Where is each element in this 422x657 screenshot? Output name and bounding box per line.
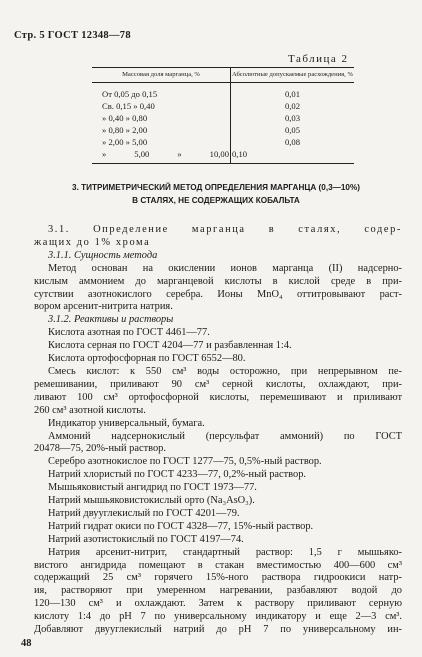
reagent-line: Индикатор универсальный, бумага. xyxy=(48,417,205,429)
clause-3-1-heading: 3.1. Определение марганца в сталях, содер- xyxy=(48,224,402,235)
text-line: кислоту 1:4 до pH 7 по универсальному индикатору и еще 2—3 см³. xyxy=(34,611,402,623)
reagent-line: Натрий гидрат окиси по ГОСТ 4328—77, 15%-ный раствор. xyxy=(48,520,314,532)
table-cell-value: 0,08 xyxy=(284,137,301,147)
text-line: Аммоний надсернокислый (персульфат аммоний) по ГОСТ xyxy=(48,430,402,442)
body-text xyxy=(34,224,402,637)
table-cell-value: 0,10 xyxy=(231,148,355,164)
text-line: вором арсенит-нитрита натрия. xyxy=(34,301,173,313)
clause-3-1-1-heading: 3.1.1. Сущность метода xyxy=(48,249,158,261)
clause-3-1-2-heading: 3.1.2. Реактивы и растворы xyxy=(48,314,174,326)
text-line: Натрия арсенит-нитрит, стандартный раствор: 1,5 г мышьяко- xyxy=(48,546,402,558)
table-row xyxy=(92,112,354,124)
text-line: ливают 100 см³ ортофосфорной кислоты, перемешивают и приливают xyxy=(34,391,402,403)
table-header-mass-fraction: Массовая доля марганца, % xyxy=(92,68,231,83)
table-row xyxy=(92,100,354,112)
text-line: ия, растворяют при умеренном нагревании, разбавляют водой до xyxy=(34,585,402,597)
table-row xyxy=(92,124,354,136)
table-cell-value: 0,01 xyxy=(284,89,301,99)
table-cell-range: » 0,40 » 0,80 xyxy=(92,112,231,124)
reagent-line: Натрий хлористый по ГОСТ 4233—77, 0,2%-ный раствор. xyxy=(48,469,307,481)
text-line: Смесь кислот: к 550 см³ воды осторожно, при непрерывном пе- xyxy=(48,365,402,377)
text-line: 20478—75, 20%-ный раствор. xyxy=(34,443,166,455)
table-cell-range: Св. 0,15 » 0,40 xyxy=(92,100,231,112)
text-line: ремешивании, приливают 90 см³ серной кислоты, охлаждают, при- xyxy=(34,378,402,390)
table-cell-value: 0,05 xyxy=(284,125,301,135)
section-heading-line: 3. ТИТРИМЕТРИЧЕСКИЙ МЕТОД ОПРЕДЕЛЕНИЯ МАРГАНЦА (0,3—10%) xyxy=(72,183,360,192)
table-row xyxy=(92,148,354,164)
table-header-row xyxy=(92,68,354,83)
page-number: 48 xyxy=(21,638,32,649)
manganese-tolerance-table xyxy=(92,67,354,164)
reagent-line: Кислота серная по ГОСТ 4204—77 и разбавленная 1:4. xyxy=(48,340,292,352)
reagent-line: Серебро азотнокислое по ГОСТ 1277—75, 0,5%-ный раствор. xyxy=(48,456,322,468)
reagent-line: Натрий азотистокислый по ГОСТ 4197—74. xyxy=(48,533,244,545)
reagent-line: Кислота ортофосфорная по ГОСТ 6552—80. xyxy=(48,353,246,365)
text-line: сутствии азотнокислого серебра. Ионы MnO₄ оттитровывают раст- xyxy=(34,288,402,300)
table-row xyxy=(92,83,354,101)
table-cell-value: 0,03 xyxy=(284,113,301,123)
table-row xyxy=(92,136,354,148)
text-line: вистого ангидрида помещают в стакан вместимостью 400—600 см³ xyxy=(34,559,402,571)
table-cell-value: 0,02 xyxy=(284,101,301,111)
text-line: Метод основан на окислении ионов марганца (II) надсерно- xyxy=(48,262,402,274)
reagent-line: Натрий мышьяковистокислый орто (Na₃AsO₃). xyxy=(48,495,255,507)
text-line: содержащий 25 см³ горячего 15%-ного раствора гидроокиси натр- xyxy=(34,572,402,584)
section-heading xyxy=(30,181,402,207)
text-line: 120—130 см³ и охлаждают. Затем к раствору приливают серную xyxy=(34,598,402,610)
reagent-line: Кислота азотная по ГОСТ 4461—77. xyxy=(48,327,210,339)
text-line: 260 см³ азотной кислоты. xyxy=(34,404,146,416)
table-cell-range: От 0,05 до 0,15 xyxy=(92,83,231,101)
clause-3-1-heading-cont: жащих до 1% хрома xyxy=(34,236,151,248)
text-line: кислым аммонием до марганцевой кислоты в кислой среде в при- xyxy=(34,275,402,287)
reagent-line: Мышьяковистый ангидрид по ГОСТ 1973—77. xyxy=(48,482,257,494)
section-heading-line: В СТАЛЯХ, НЕ СОДЕРЖАЩИХ КОБАЛЬТА xyxy=(132,196,300,205)
table-caption: Таблица 2 xyxy=(288,53,349,65)
reagent-line: Натрий двууглекислый по ГОСТ 4201—79. xyxy=(48,507,240,519)
page-header: Стр. 5 ГОСТ 12348—78 xyxy=(14,30,131,41)
text-line: Добавляют двууглекислый натрий до pH 7 по универсальному ин- xyxy=(34,624,402,636)
table-cell-range: » 5,00 » 10,00 xyxy=(92,148,231,164)
table-cell-range: » 0,80 » 2,00 xyxy=(92,124,231,136)
table-header-tolerance: Абсолютные допускаемые расхождения, % xyxy=(231,68,355,83)
table-cell-range: » 2,00 » 5,00 xyxy=(92,136,231,148)
